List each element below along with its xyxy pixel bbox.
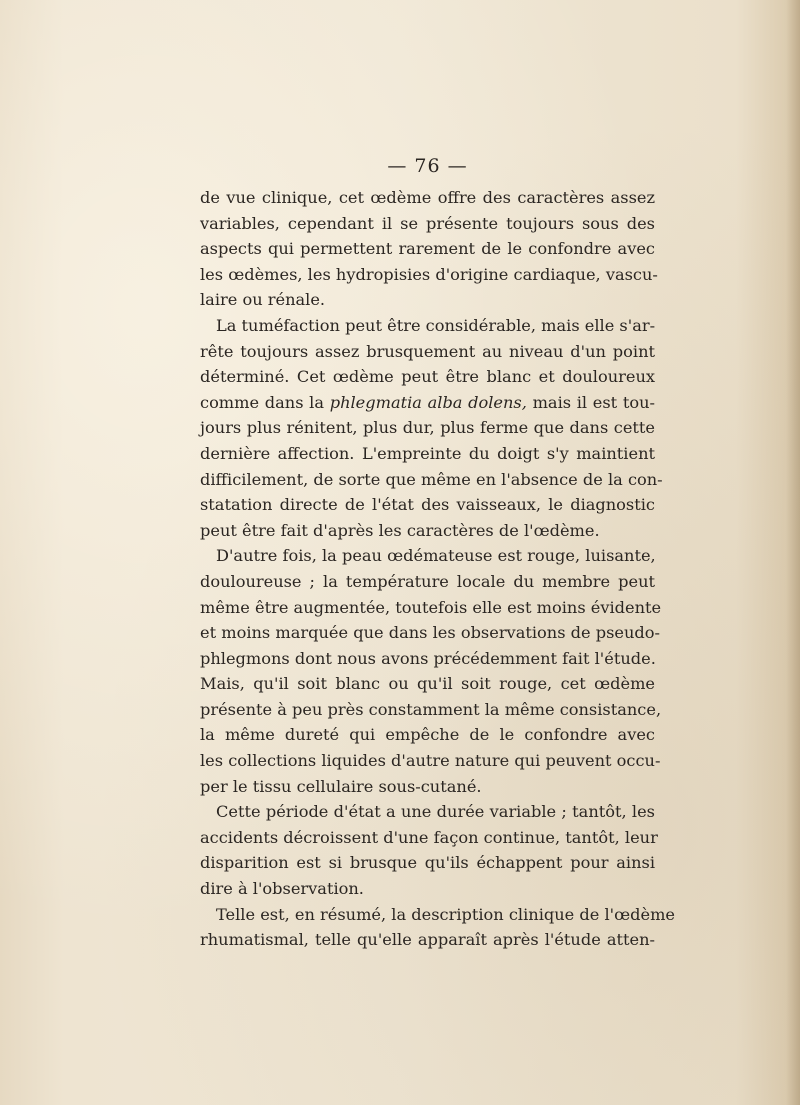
text-line: même être augmentée, toutefois elle est moins évidente — [200, 597, 662, 617]
text-line: difficilement, de sorte que même en l'absence de la con- — [200, 469, 663, 489]
text-line: rête toujours assez brusquement au niveau d'un point — [200, 341, 655, 361]
text-line: dernière affection. L'empreinte du doigt s'y maintient — [200, 443, 655, 463]
text-line: disparition est si brusque qu'ils échappent pour ainsi — [200, 853, 655, 873]
text-line: phlegmons dont nous avons précédemment fait l'étude. — [200, 648, 656, 668]
text-line: de vue clinique, cet œdème offre des caractères assez — [200, 188, 655, 207]
text-line: D'autre fois, la peau œdémateuse est rouge, luisante, — [216, 546, 656, 566]
text-line: déterminé. Cet œdème peut être blanc et douloureux — [200, 367, 655, 387]
text-line: douloureuse ; la température locale du membre peut — [200, 571, 655, 591]
page-number: — 76 — — [387, 155, 468, 177]
text-line-with-italic — [200, 390, 655, 416]
text-line: variables, cependant il se présente toujours sous des — [200, 213, 655, 233]
body-text — [200, 185, 675, 953]
text-line: les œdèmes, les hydropisies d'origine cardiaque, vascu- — [200, 264, 658, 284]
text-line: Mais, qu'il soit blanc ou qu'il soit rouge, cet œdème — [200, 674, 655, 694]
text-line: jours plus rénitent, plus dur, plus ferme que dans cette — [200, 418, 655, 438]
text-fragment: comme dans la — [200, 392, 325, 412]
text-line: statation directe de l'état des vaisseaux, le diagnostic — [200, 495, 655, 515]
text-line: Cette période d'état a une durée variable ; tantôt, les — [216, 802, 655, 822]
text-line: accidents décroissent d'une façon continue, tantôt, leur — [200, 827, 658, 847]
text-line: rhumatismal, telle qu'elle apparaît après l'étude atten- — [200, 930, 655, 950]
text-line: La tuméfaction peut être considérable, mais elle s'ar- — [216, 315, 656, 335]
text-line: Telle est, en résumé, la description clinique de l'œdème — [216, 904, 675, 924]
text-fragment: mais il est tou- — [532, 392, 655, 412]
text-line: dire à l'observation. — [200, 879, 364, 899]
text-line: présente à peu près constamment la même consistance, — [200, 699, 662, 719]
page-edge-shadow — [786, 0, 800, 1105]
text-line: peut être fait d'après les caractères de l'œdème. — [200, 520, 600, 540]
text-line: la même dureté qui empêche de le confondre avec — [200, 725, 655, 745]
text-line: per le tissu cellulaire sous-cutané. — [200, 776, 482, 796]
text-line: et moins marquée que dans les observations de pseudo- — [200, 623, 661, 643]
italic-term: phlegmatia alba dolens, — [329, 392, 527, 412]
text-line: les collections liquides d'autre nature qui peuvent occu- — [200, 751, 661, 771]
text-line: aspects qui permettent rarement de le confondre avec — [200, 239, 655, 259]
text-line: laire ou rénale. — [200, 290, 326, 310]
